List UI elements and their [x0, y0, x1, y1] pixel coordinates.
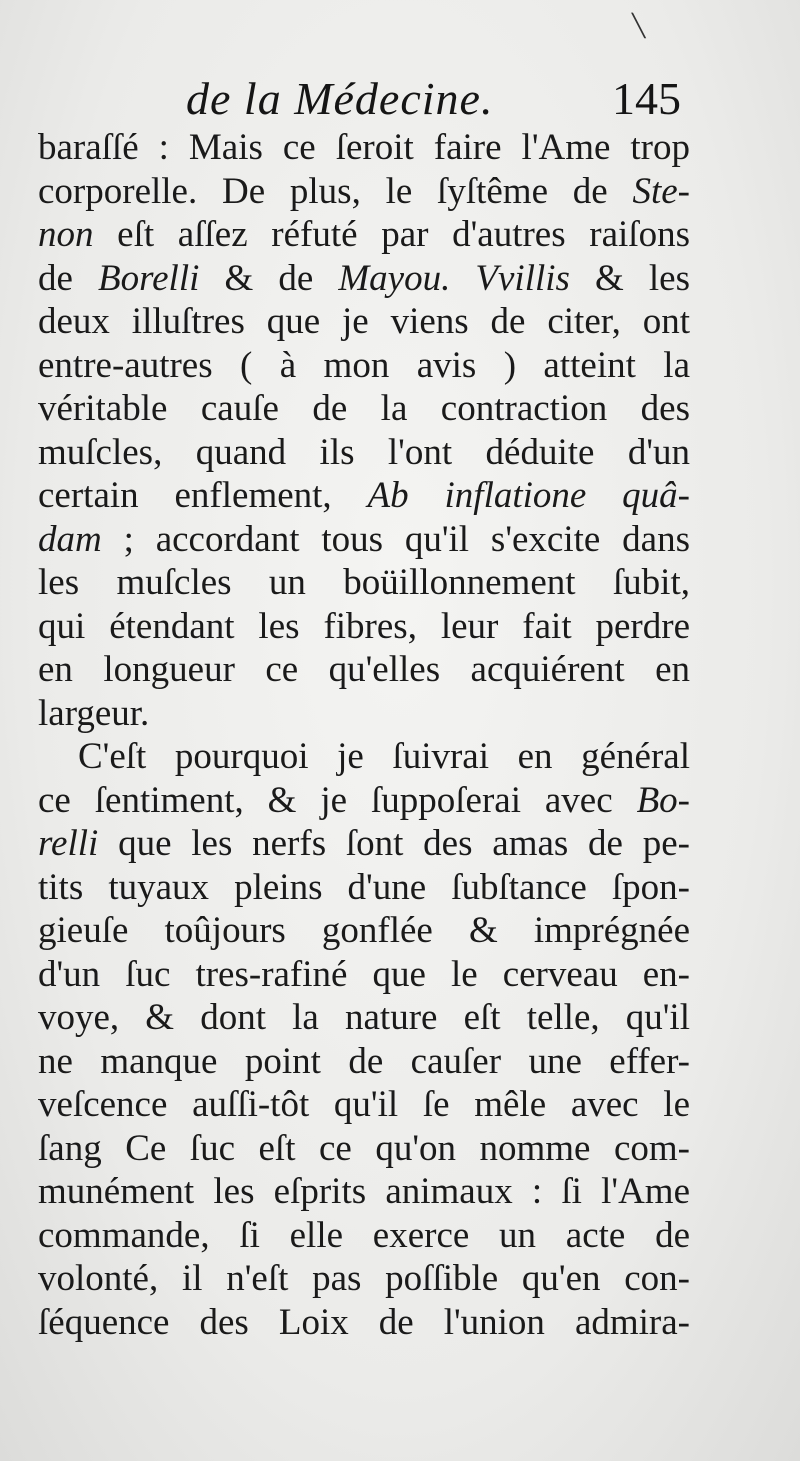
text-line — [38, 211, 690, 258]
italic-segment: Ste- — [632, 170, 690, 212]
text-segment — [450, 258, 475, 299]
text-segment: d'un ſuc tres-rafiné que le cerveau en- — [38, 953, 690, 995]
text-line — [38, 124, 690, 171]
text-line — [38, 1081, 690, 1128]
italic-segment: Vvillis — [475, 257, 570, 299]
text-segment: certain enflement, — [38, 475, 368, 516]
text-segment: C'eſt pourquoi je ſuivrai en général — [78, 736, 690, 777]
text-segment: ſéquence des Loix de l'union admira- — [38, 1301, 690, 1343]
text-line — [38, 951, 690, 998]
text-line — [38, 342, 690, 389]
text-segment: veſcence auſſi-tôt qu'il ſe mêle avec le — [38, 1084, 690, 1125]
text-line — [38, 1038, 690, 1085]
text-line — [38, 1212, 690, 1259]
text-segment: ſang Ce ſuc eſt ce qu'on nomme com- — [38, 1127, 690, 1169]
text-line — [38, 168, 690, 215]
text-line — [38, 385, 690, 432]
italic-segment: Borelli — [98, 257, 200, 299]
text-segment: gieuſe toûjours gonflée & imprégnée — [38, 910, 690, 951]
page-number: 145 — [612, 73, 681, 124]
scan-mark: ╲ — [632, 14, 646, 39]
text-segment: ce ſentiment, & je ſuppoſerai avec — [38, 779, 637, 821]
text-line — [38, 994, 690, 1041]
text-line — [38, 516, 690, 563]
text-line — [38, 298, 690, 345]
italic-segment: Mayou. — [338, 257, 451, 299]
text-segment: ; accordant tous qu'il s'excite dans — [101, 518, 690, 560]
text-line — [38, 1255, 690, 1302]
italic-segment: Ab inflatione quâ- — [367, 475, 691, 516]
text-segment: voye, & dont la nature eſt telle, qu'il — [38, 997, 690, 1038]
text-segment: de — [38, 257, 98, 299]
text-line — [38, 255, 690, 302]
text-segment: entre-autres ( à mon avis ) atteint la — [38, 344, 690, 386]
text-segment: tits tuyaux pleins d'une ſubſtance ſpon- — [38, 866, 690, 908]
text-line — [38, 690, 690, 737]
text-segment: ne manque point de cauſer une effer- — [38, 1040, 690, 1082]
italic-segment: relli — [38, 823, 99, 864]
text-segment: véritable cauſe de la contraction des — [38, 388, 690, 429]
text-line — [38, 907, 690, 954]
text-segment: volonté, il n'eſt pas poſſible qu'en con- — [38, 1258, 690, 1299]
text-segment: corporelle. De plus, le ſyſtême de — [38, 170, 633, 212]
text-segment: commande, ſi elle exerce un acte de — [38, 1214, 690, 1256]
text-segment: & de — [199, 257, 339, 299]
text-segment: largeur. — [38, 692, 150, 734]
text-line — [38, 1168, 690, 1215]
text-line — [38, 429, 690, 476]
text-segment: deux illuſtres que je viens de citer, ont — [38, 301, 690, 342]
text-line — [38, 646, 690, 693]
text-segment: que les nerfs ſont des amas de pe- — [98, 823, 690, 864]
text-segment: les muſcles un boüillonnement ſubit, — [38, 562, 690, 603]
text-segment: munément les eſprits animaux : ſi l'Ame — [38, 1171, 690, 1212]
text-segment: qui étendant les fibres, leur fait perdre — [38, 605, 690, 647]
text-line — [38, 733, 690, 780]
text-line — [38, 820, 690, 867]
text-line — [38, 559, 690, 606]
italic-segment: non — [38, 214, 94, 255]
text-line — [38, 777, 690, 824]
text-segment: muſcles, quand ils l'ont déduite d'un — [38, 431, 690, 473]
running-head: de la Médecine. — [186, 73, 494, 124]
italic-segment: Bo- — [636, 779, 690, 821]
text-segment: baraſſé : Mais ce ſeroit faire l'Ame trop — [38, 127, 690, 168]
text-line — [38, 603, 690, 650]
text-segment: eſt aſſez réfuté par d'autres raiſons — [93, 214, 690, 255]
text-line — [38, 1299, 690, 1346]
text-line — [38, 864, 690, 911]
text-segment: en longueur ce qu'elles acquiérent en — [38, 649, 690, 690]
text-line — [38, 472, 690, 519]
text-segment: & les — [569, 257, 690, 299]
italic-segment: dam — [38, 518, 102, 560]
text-line — [38, 1125, 690, 1172]
